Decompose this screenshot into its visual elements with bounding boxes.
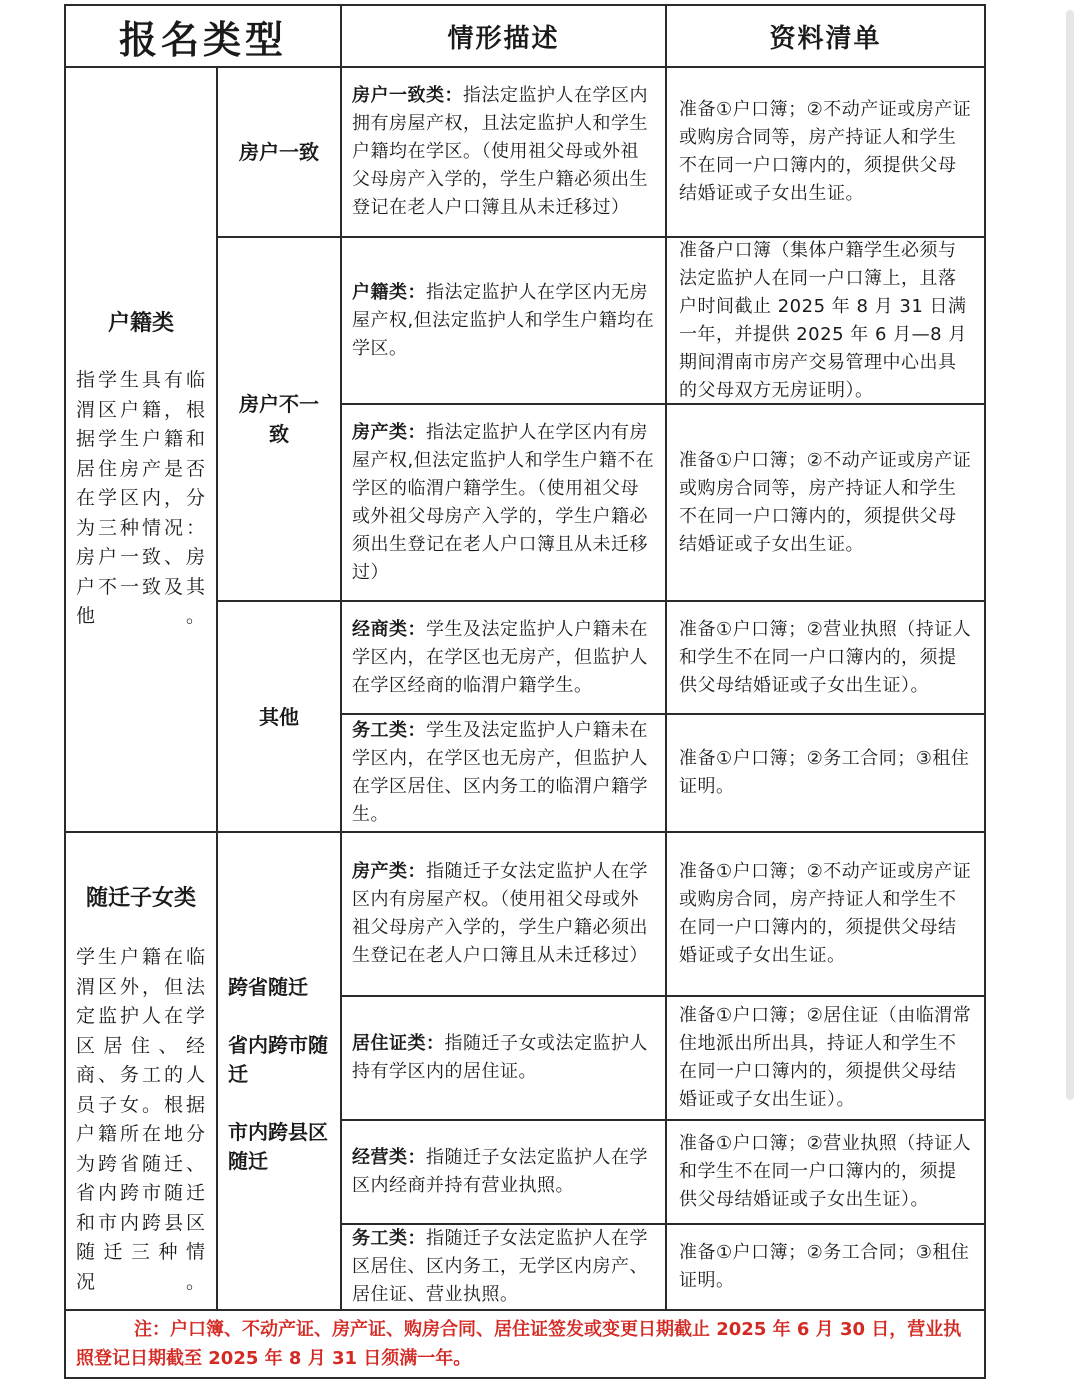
situation-label: 户籍类： <box>352 281 426 303</box>
materials-text: 准备①户口簿；②居住证（由临渭常住地派出所出具，持证人和学生不在同一户口簿内的，须提供父母结婚证或子女出生证）。 <box>679 1005 972 1110</box>
materials-text: 准备①户口簿；②营业执照（持证人和学生不在同一户口簿内的，须提供父母结婚证或子女出生证）。 <box>679 1133 972 1210</box>
situation-row <box>340 236 667 405</box>
sub-migration <box>216 831 342 1311</box>
materials-row <box>665 1223 986 1311</box>
materials-row <box>665 236 986 405</box>
situation-text: 学生及法定监护人户籍未在学区内，在学区也无房产，但监护人在学区居住、区内务工的临渭户籍学生。 <box>352 720 648 825</box>
migration-type-item: 省内跨市随迁 <box>228 1033 328 1086</box>
situation-text: 指随迁子女法定监护人在学区内有房屋产权。（使用祖父母或外祖父母房产入学的，学生户籍必须出生登记在老人户口簿且从未迁移过） <box>352 861 648 966</box>
materials-text: 准备①户口簿；②不动产证或房产证或购房合同等，房产持证人和学生不在同一户口簿内的，须提供父母结婚证或子女出生证。 <box>679 449 972 555</box>
sub-fanghu-yizhi-text: 房户一致 <box>239 140 319 164</box>
situation-label: 居住证类： <box>352 1033 445 1054</box>
migration-type-item: 跨省随迁 <box>228 975 308 999</box>
situation-row <box>340 831 667 997</box>
header-situation-text: 情形描述 <box>447 23 560 54</box>
situation-row <box>340 995 667 1121</box>
situation-row <box>340 713 667 833</box>
situation-text: 学生及法定监护人户籍未在学区内，在学区也无房产，但监护人在学区经商的临渭户籍学生。 <box>352 618 648 696</box>
situation-row <box>340 600 667 715</box>
situation-label: 务工类： <box>352 1228 426 1249</box>
materials-row <box>665 1119 986 1225</box>
situation-row <box>340 1119 667 1225</box>
materials-text: 准备①户口簿；②务工合同；③租住证明。 <box>679 748 970 797</box>
situation-text: 指法定监护人在学区内无房屋产权,但法定监护人和学生户籍均在学区。 <box>352 281 655 359</box>
situation-label: 房户一致类： <box>352 85 463 106</box>
situation-row <box>340 1223 667 1311</box>
migration-type-item: 市内跨县区随迁 <box>228 1120 328 1173</box>
category-household-title: 户籍类 <box>107 311 174 336</box>
category-household-desc: 指学生具有临渭区户籍，根据学生户籍和居住房产是否在学区内，分为三种情况：房户一致、房户不一致及其他。 <box>76 369 206 627</box>
materials-row <box>665 831 986 997</box>
materials-row <box>665 66 986 238</box>
header-situation <box>340 4 667 68</box>
header-materials-text: 资料清单 <box>769 23 882 54</box>
materials-text: 准备①户口簿；②营业执照（持证人和学生不在同一户口簿内的，须提供父母结婚证或子女出生证）。 <box>679 618 972 696</box>
situation-label: 房产类： <box>352 861 426 882</box>
header-registration-type <box>64 4 342 68</box>
materials-text: 准备①户口簿；②不动产证或房产证或购房合同等，房产持证人和学生不在同一户口簿内的，须提供父母结婚证或子女出生证。 <box>679 99 972 204</box>
sub-fanghu-buyizhi <box>216 236 342 602</box>
materials-row <box>665 403 986 602</box>
situation-row <box>340 403 667 602</box>
materials-text: 准备①户口簿；②不动产证或房产证或购房合同，房产持证人和学生不在同一户口簿内的，须提供父母结婚证或子女出生证。 <box>679 861 972 966</box>
materials-row <box>665 600 986 715</box>
materials-row <box>665 713 986 833</box>
materials-row <box>665 995 986 1121</box>
category-migrant-title: 随迁子女类 <box>85 886 196 911</box>
materials-text: 准备①户口簿；②务工合同；③租住证明。 <box>679 1242 970 1291</box>
sub-qita <box>216 600 342 833</box>
vertical-scrollbar[interactable] <box>1066 10 1074 1100</box>
situation-text: 指随迁子女法定监护人在学区居住、区内务工，无学区内房产、居住证、营业执照。 <box>352 1228 648 1305</box>
situation-text: 指随迁子女或法定监护人持有学区内的居住证。 <box>352 1033 648 1082</box>
header-registration-type-text: 报名类型 <box>118 17 287 62</box>
category-migrant-desc: 学生户籍在临渭区外，但法定监护人在学区居住、经商、务工的人员子女。根据户籍所在地分为跨省随迁、省内跨市随迁和市内跨县区随迁三种情况。 <box>76 946 206 1293</box>
sub-qita-text: 其他 <box>259 704 299 729</box>
migration-type-list <box>228 973 340 1205</box>
category-household <box>64 66 218 833</box>
materials-text: 准备户口簿（集体户籍学生必须与法定监护人在同一户口簿上，且落户时间截止 2025 年 8 月 31 日满一年，并提供 2025 年 6 月—8 月期间渭南市房产交易管理中心出具的父母双方无房证明）。 <box>679 239 967 401</box>
situation-label: 房产类： <box>352 421 426 443</box>
footnote-text: 注：户口簿、不动产证、房产证、购房合同、居住证签发或变更日期截止 2025 年 6 月 30 日，营业执照登记日期截至 2025 年 8 月 31 日须满一年。 <box>76 1319 962 1369</box>
header-materials <box>665 4 986 68</box>
situation-label: 经营类： <box>352 1147 426 1168</box>
situation-text: 指法定监护人在学区内有房屋产权,但法定监护人和学生户籍不在学区的临渭户籍学生。（使用祖父母或外祖父母房产入学的，学生户籍必须出生登记在老人户口簿且从未迁移过） <box>352 421 655 583</box>
category-migrant <box>64 831 218 1311</box>
situation-label: 经商类： <box>352 618 426 640</box>
sub-fanghu-yizhi <box>216 66 342 238</box>
footnote <box>64 1309 986 1379</box>
situation-text: 指随迁子女法定监护人在学区内经商并持有营业执照。 <box>352 1147 648 1196</box>
situation-label: 务工类： <box>352 720 426 741</box>
enrollment-table <box>64 4 986 1379</box>
situation-text: 指法定监护人在学区内拥有房屋产权，且法定监护人和学生户籍均在学区。（使用祖父母或外祖父母房产入学的，学生户籍必须出生登记在老人户口簿且从未迁移过） <box>352 85 648 218</box>
sub-fanghu-buyizhi-text: 房户不一致 <box>239 392 319 446</box>
situation-row <box>340 66 667 238</box>
